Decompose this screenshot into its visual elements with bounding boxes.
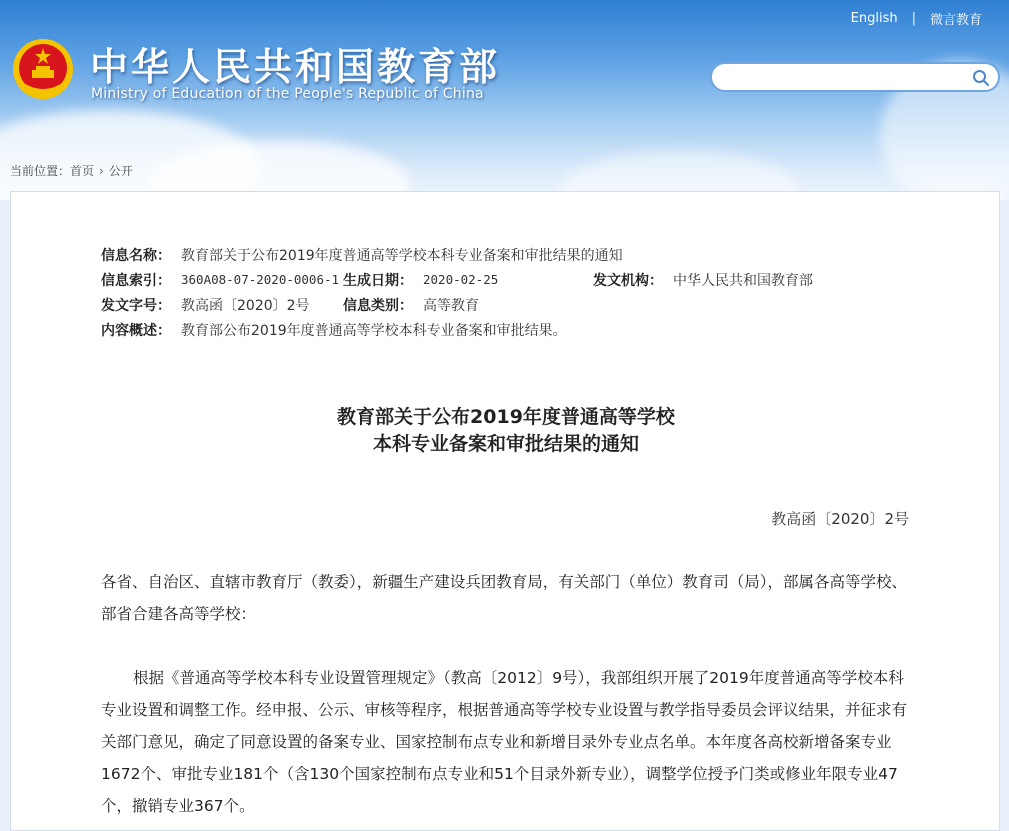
document-title	[11, 404, 1001, 458]
search-icon[interactable]	[972, 69, 990, 87]
meta-summary-label: 内容概述：	[101, 322, 171, 339]
meta-row	[101, 292, 813, 317]
addressees-paragraph: 各省、自治区、直辖市教育厅（教委），新疆生产建设兵团教育局，有关部门（单位）教育司（局），部属各高等学校、部省合建各高等学校：	[101, 573, 908, 623]
chevron-right-icon: ›	[99, 163, 104, 178]
meta-category-label: 信息类别：	[343, 297, 413, 314]
document-title-line2: 本科专业备案和审批结果的通知	[372, 433, 639, 455]
meta-issuer-label: 发文机构：	[593, 272, 663, 289]
meta-category-value: 高等教育	[423, 297, 479, 314]
meta-docno-label: 发文字号：	[101, 297, 171, 314]
meta-row	[101, 317, 813, 342]
meta-summary-value: 教育部公布2019年度普通高等学校本科专业备案和审批结果。	[181, 322, 567, 339]
site-title[interactable]: 中华人民共和国教育部	[90, 45, 501, 89]
breadcrumb-prefix: 当前位置：	[10, 164, 71, 178]
meta-date-label: 生成日期：	[343, 272, 413, 289]
site-subtitle: Ministry of Education of the People's Republic of China	[91, 86, 484, 102]
top-links	[851, 9, 982, 28]
weibo-link[interactable]: 微言教育	[929, 13, 982, 28]
meta-date-value: 2020-02-25	[423, 272, 499, 287]
meta-info	[101, 242, 813, 342]
site-header	[0, 0, 1009, 200]
search-input[interactable]	[726, 68, 970, 90]
meta-name-value: 教育部关于公布2019年度普通高等学校本科专业备案和审批结果的通知	[181, 247, 623, 264]
search-box	[710, 62, 1000, 92]
meta-row	[101, 242, 813, 267]
document-title-line1: 教育部关于公布2019年度普通高等学校	[337, 406, 675, 428]
breadcrumb-public[interactable]: 公开	[108, 164, 133, 178]
meta-row	[101, 267, 813, 292]
meta-index-value: 360A08-07-2020-0006-1	[181, 272, 340, 287]
breadcrumb	[10, 162, 133, 179]
meta-docno-value: 教高函〔2020〕2号	[181, 297, 310, 314]
english-link[interactable]: English	[850, 11, 898, 26]
national-emblem-icon[interactable]	[12, 38, 74, 100]
document-number: 教高函〔2020〕2号	[771, 510, 909, 528]
link-separator: |	[911, 11, 916, 26]
meta-index-label: 信息索引：	[101, 272, 171, 289]
body-paragraph: 根据《普通高等学校本科专业设置管理规定》（教高〔2012〕9号），我部组织开展了2019年度普通高等学校本科专业设置和调整工作。经申报、公示、审核等程序，根据普通高等学校专业设置与教学指导委员会评议结果，并征求有关部门意见，确定了同意设置的备案专业、国家控制布点专业和新增目录外专业点名单。本年度各高校新增备案专业1672个、审批专业181个（含130个国家控制布点专业和51个目录外新专业），调整学位授予门类或修业年限专业47个，撤销专业367个。	[101, 669, 908, 815]
meta-name-label: 信息名称：	[101, 247, 171, 264]
breadcrumb-home[interactable]: 首页	[70, 164, 95, 178]
content-panel	[10, 191, 1000, 831]
meta-issuer-value: 中华人民共和国教育部	[673, 272, 813, 289]
